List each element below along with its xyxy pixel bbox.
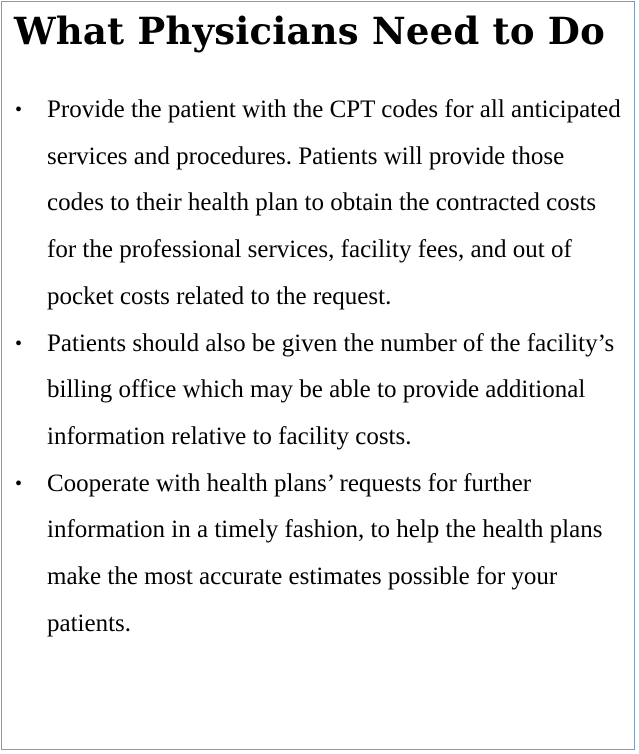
list-item: [2, 321, 634, 461]
list-item-text: Cooperate with health plans’ requests for further information in a timely fashion, to help the health plans make the most accurate estimates possible for your patients.: [47, 469, 603, 637]
list-item: [2, 461, 634, 648]
list-item-text: Provide the patient with the CPT codes for all anticipated services and procedures. Patients will provide those codes to their health plan to obtain the contracted costs for the professional services, facility fees, and out of pocket costs related to the request.: [47, 96, 621, 310]
info-card: [1, 1, 635, 750]
bullet-icon: •: [15, 472, 23, 495]
page-title: What Physicians Need to Do: [14, 9, 605, 53]
list-item-text: Patients should also be given the number of the facility’s billing office which may be able to provide additional information relative to facility costs.: [47, 329, 615, 450]
bullet-icon: •: [15, 332, 23, 355]
list-item: [2, 87, 634, 321]
bullet-icon: •: [15, 99, 23, 121]
bullet-list: [2, 87, 634, 647]
